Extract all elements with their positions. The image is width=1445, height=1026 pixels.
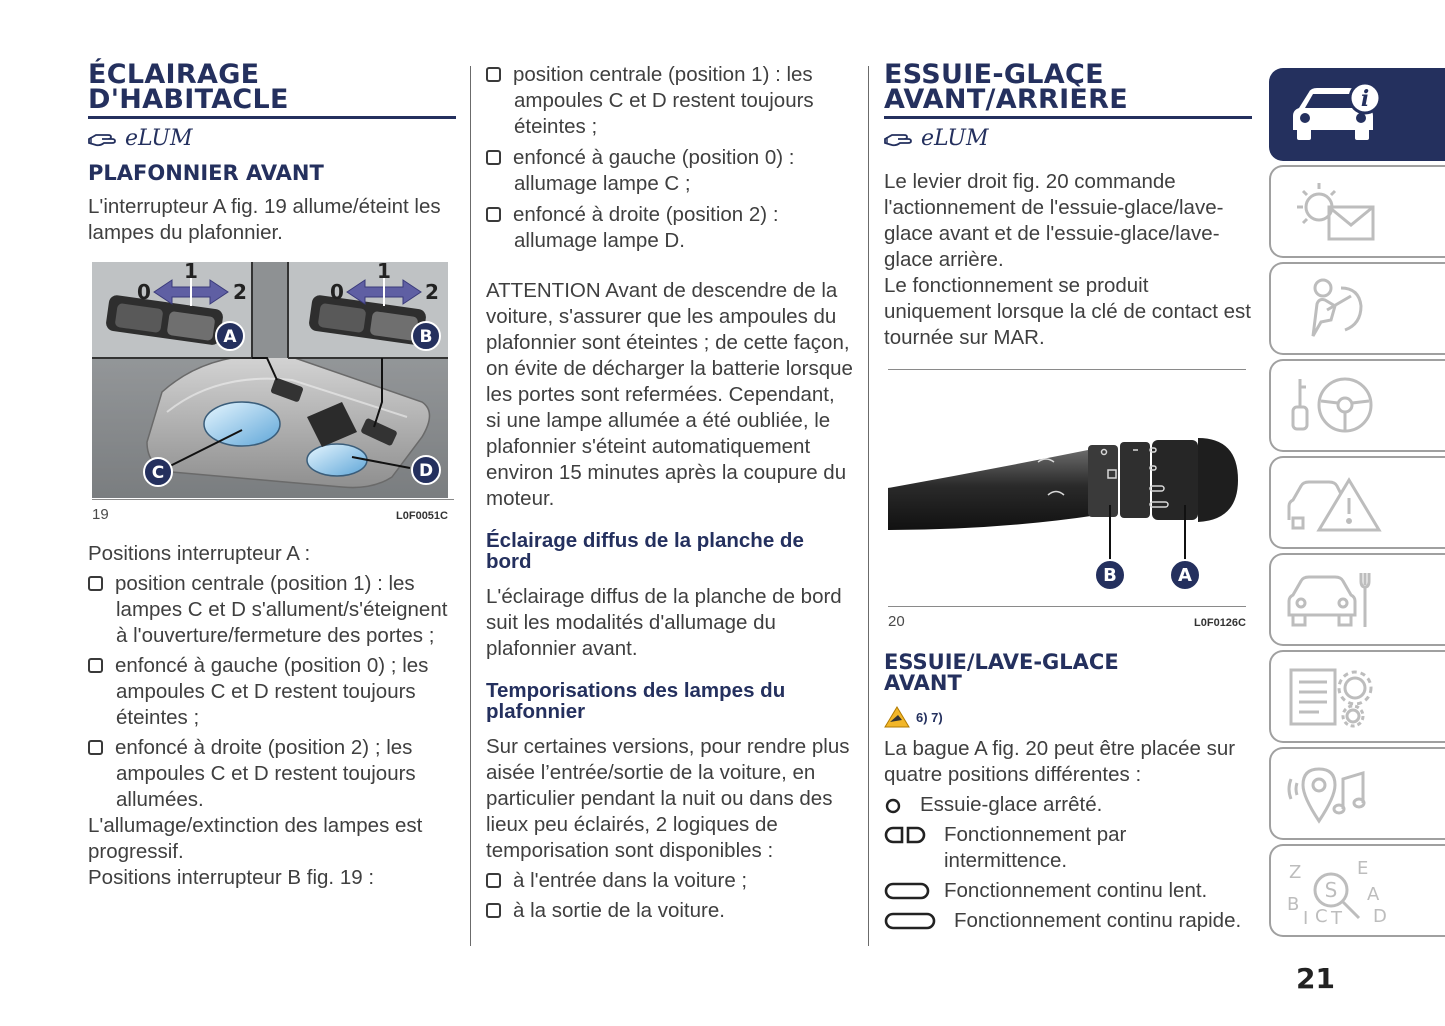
car-maintenance-icon bbox=[1283, 565, 1383, 635]
car-info-icon bbox=[1283, 80, 1383, 150]
svg-text:S: S bbox=[1324, 877, 1338, 902]
tab-technical-data[interactable] bbox=[1269, 650, 1445, 743]
figure-label-a: A bbox=[1178, 565, 1192, 586]
tab-emergency[interactable] bbox=[1269, 456, 1445, 549]
figure-label-d: D bbox=[418, 461, 434, 481]
figure-label-c: C bbox=[151, 463, 165, 483]
list-item: Essuie-glace arrêté. bbox=[884, 792, 1252, 818]
pointing-hand-icon bbox=[88, 130, 122, 148]
switch-position-label: 2 bbox=[233, 280, 247, 304]
wiper-off-icon bbox=[884, 792, 920, 818]
svg-text:i: i bbox=[1360, 85, 1370, 112]
paragraph: L'interrupteur A fig. 19 allume/éteint les lampes du plafonnier. bbox=[88, 195, 441, 244]
paragraph: Positions interrupteur B fig. 19 : bbox=[88, 866, 375, 889]
list-item: enfoncé à gauche (position 0) : allumage lampe C ; bbox=[486, 145, 854, 197]
column-middle bbox=[486, 62, 854, 924]
checkbox-bullet-icon bbox=[486, 67, 501, 82]
list-item: à l'entrée dans la voiture ; bbox=[486, 868, 854, 894]
key-steering-icon bbox=[1283, 371, 1383, 441]
list-item: Fonctionnement continu lent. bbox=[884, 878, 1252, 904]
tab-starting-driving[interactable] bbox=[1269, 359, 1445, 452]
tab-multimedia[interactable] bbox=[1269, 747, 1445, 840]
column-divider bbox=[868, 66, 869, 946]
column-left bbox=[88, 59, 456, 891]
list-item: à la sortie de la voiture. bbox=[486, 898, 854, 924]
switch-position-label: 0 bbox=[137, 280, 151, 304]
emergency-icon bbox=[1283, 468, 1383, 538]
elum-badge: eLUM bbox=[88, 127, 456, 151]
airbag-safety-icon bbox=[1283, 274, 1383, 344]
section-title-interior-lighting: ÉCLAIRAGE D'HABITACLE bbox=[88, 62, 456, 119]
svg-text:B: B bbox=[1287, 893, 1300, 915]
checkbox-bullet-icon bbox=[88, 740, 103, 755]
figure-code: L0F0126C bbox=[1194, 617, 1246, 629]
figure-label-b: B bbox=[419, 327, 433, 347]
figure-caption bbox=[92, 506, 448, 523]
pointing-hand-icon bbox=[884, 130, 918, 148]
checkbox-bullet-icon bbox=[486, 873, 501, 888]
warning-reference: 6) 7) bbox=[884, 704, 1252, 730]
paragraph: La bague A fig. 20 peut être placée sur quatre positions différentes : bbox=[884, 737, 1236, 786]
list-item: enfoncé à gauche (position 0) ; les ampoules C et D restent toujours éteintes ; bbox=[88, 653, 456, 731]
list-item: Fonctionnement par intermittence. bbox=[884, 822, 1252, 874]
figure-caption bbox=[888, 613, 1246, 630]
checkbox-bullet-icon bbox=[88, 658, 103, 673]
section-title-wipers: ESSUIE-GLACE AVANT/ARRIÈRE bbox=[884, 62, 1252, 119]
svg-text:T: T bbox=[1331, 907, 1342, 929]
figure-label-b: B bbox=[1103, 565, 1117, 586]
subsection-title-front-wiper-washer: ESSUIE/LAVE-GLACE AVANT bbox=[884, 650, 1119, 695]
elum-badge: eLUM bbox=[884, 127, 1252, 151]
tab-dashboard[interactable] bbox=[1269, 165, 1445, 258]
column-right bbox=[884, 59, 1252, 934]
checkbox-bullet-icon bbox=[486, 903, 501, 918]
multimedia-icon bbox=[1283, 759, 1383, 829]
figure-number: 20 bbox=[888, 613, 905, 630]
switch-position-label: 1 bbox=[377, 259, 391, 283]
page-number: 21 bbox=[1296, 962, 1335, 995]
paragraph: Le levier droit fig. 20 commande l'actionnement de l'essuie-glace/lave-glace avant et de l'essuie-glace/lave-glace arrière. bbox=[884, 170, 1224, 271]
list-item: position centrale (position 1) : les lampes C et D s'allument/s'éteignent à l'ouverture/fermeture des portes ; bbox=[88, 571, 456, 649]
dashboard-lights-icon bbox=[1283, 177, 1383, 247]
warning-triangle-icon bbox=[884, 706, 910, 728]
checkbox-bullet-icon bbox=[88, 576, 103, 591]
svg-text:D: D bbox=[1373, 905, 1387, 927]
switch-position-label: 1 bbox=[184, 259, 198, 283]
switch-position-label: 0 bbox=[330, 280, 344, 304]
tab-index[interactable] bbox=[1269, 844, 1445, 937]
checkbox-bullet-icon bbox=[486, 207, 501, 222]
figure-19 bbox=[92, 259, 454, 500]
technical-data-icon bbox=[1283, 662, 1383, 732]
paragraph: Le fonctionnement se produit uniquement lorsque la clé de contact est tournée sur MAR. bbox=[884, 274, 1251, 349]
svg-text:Z: Z bbox=[1289, 861, 1302, 883]
attention-paragraph: ATTENTION Avant de descendre de la voiture, s'assurer que les ampoules du plafonnier sont éteintes ; de cette façon, on évite de décharger la batterie lorsque les portes sont refermées. Cependant, si une lampe allumée a été oubliée, le plafonnier s'éteint automatiquement environ 15 minutes après la coupure du moteur. bbox=[486, 279, 853, 510]
index-icon bbox=[1283, 856, 1387, 929]
column-divider bbox=[470, 66, 471, 946]
heading-dashboard-lighting: Éclairage diffus de la planche de bord bbox=[486, 529, 804, 573]
figure-number: 19 bbox=[92, 506, 109, 523]
list-item: enfoncé à droite (position 2) : allumage lampe D. bbox=[486, 202, 854, 254]
figure-code: L0F0051C bbox=[396, 510, 448, 522]
tab-safety[interactable] bbox=[1269, 262, 1445, 355]
subsection-title-front-ceiling-light: PLAFONNIER AVANT bbox=[88, 161, 324, 185]
svg-text:E: E bbox=[1357, 857, 1369, 879]
paragraph: Positions interrupteur A : bbox=[88, 542, 311, 565]
figure-label-a: A bbox=[223, 327, 237, 347]
list-item: position centrale (position 1) : les ampoules C et D restent toujours éteintes ; bbox=[486, 62, 854, 140]
paragraph: L'allumage/extinction des lampes est progressif. bbox=[88, 814, 423, 863]
wiper-lever-illustration bbox=[888, 370, 1244, 604]
switch-position-label: 2 bbox=[425, 280, 439, 304]
svg-text:C: C bbox=[1315, 905, 1328, 927]
paragraph: Sur certaines versions, pour rendre plus aisée l’entrée/sortie de la voiture, en particulier pendant la nuit ou dans des lieux peu éclairés, 2 logiques de temporisation sont disponibles : bbox=[486, 735, 850, 862]
tab-maintenance[interactable] bbox=[1269, 553, 1445, 646]
ceiling-light-illustration bbox=[92, 259, 448, 498]
svg-text:I: I bbox=[1303, 907, 1309, 929]
heading-lamp-timing: Temporisations des lampes du plafonnier bbox=[486, 679, 786, 723]
wiper-slow-icon bbox=[884, 878, 944, 904]
svg-text:A: A bbox=[1367, 883, 1380, 905]
tab-car-info[interactable] bbox=[1269, 68, 1445, 161]
wiper-intermittent-icon bbox=[884, 822, 944, 848]
list-item: Fonctionnement continu rapide. bbox=[884, 908, 1252, 934]
paragraph: L'éclairage diffus de la planche de bord suit les modalités d'allumage du plafonnier avant. bbox=[486, 585, 842, 660]
checkbox-bullet-icon bbox=[486, 150, 501, 165]
wiper-fast-icon bbox=[884, 908, 954, 934]
figure-20 bbox=[888, 369, 1246, 607]
list-item: enfoncé à droite (position 2) ; les ampoules C et D restent toujours allumées. bbox=[88, 735, 456, 813]
